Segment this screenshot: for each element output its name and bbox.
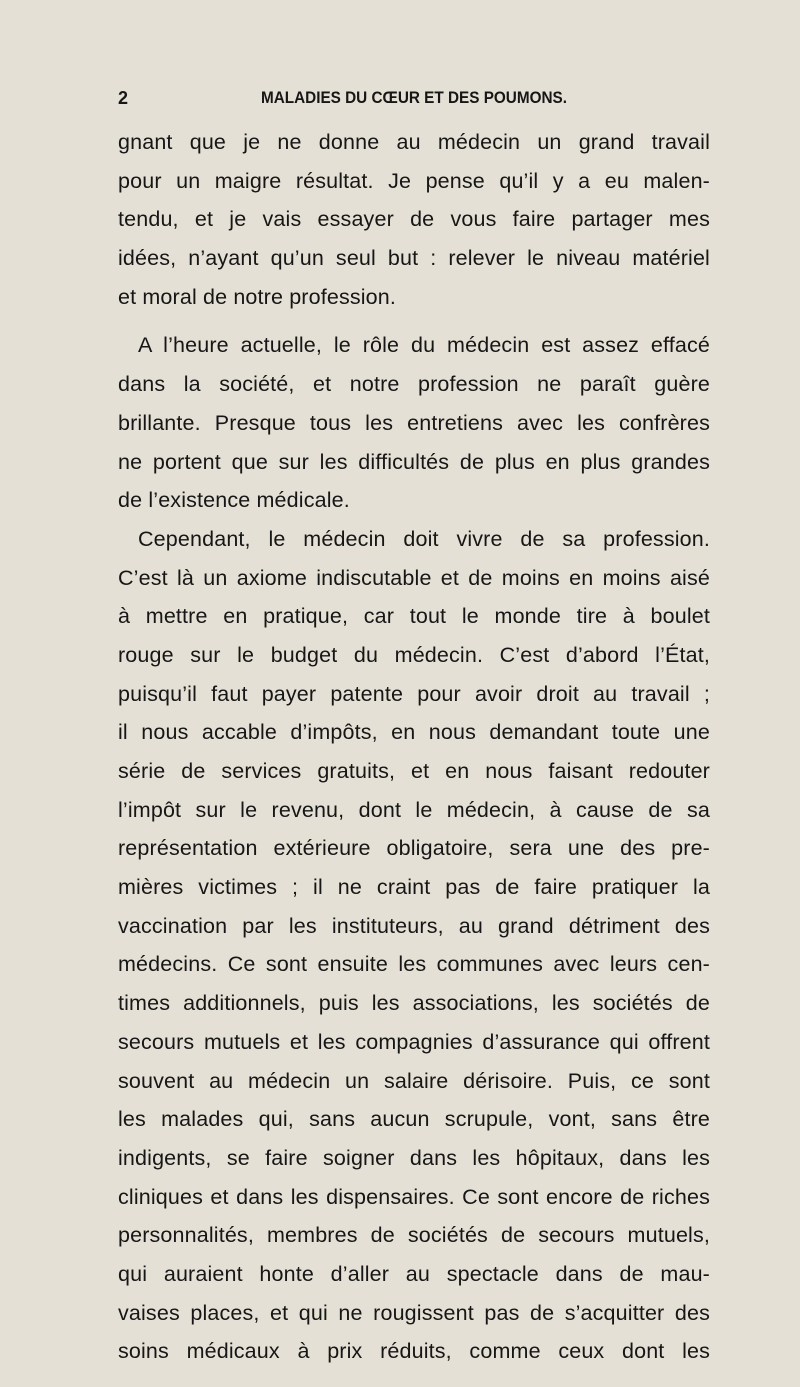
- text-line: souvent au médecin un salaire dérisoire. Puis, ce sont: [118, 1068, 710, 1093]
- text-line: ne portent que sur les difficultés de plus en plus grandes: [118, 449, 710, 474]
- text-line: dans la société, et notre profession ne paraît guère: [118, 372, 710, 397]
- text-line: qui auraient honte d’aller au spectacle dans de mau-: [118, 1261, 710, 1286]
- text-line: vaises places, et qui ne rougissent pas de s’acquitter des: [118, 1300, 710, 1325]
- text-line: de l’existence médicale.: [118, 488, 350, 513]
- text-line: indigents, se faire soigner dans les hôpitaux, dans les: [118, 1145, 710, 1170]
- text-line: médecins. Ce sont ensuite les communes avec leurs cen-: [118, 952, 710, 977]
- paragraph-spacer: [118, 316, 710, 326]
- text-line: idées, n’ayant qu’un seul but : relever le niveau matériel: [118, 246, 710, 271]
- text-line: puisqu’il faut payer patente pour avoir droit au travail ;: [118, 681, 710, 706]
- text-line: et moral de notre profession.: [118, 284, 397, 309]
- text-line: l’impôt sur le revenu, dont le médecin, à cause de sa: [118, 797, 710, 822]
- text-line: secours mutuels et les compagnies d’assurance qui offrent: [118, 1029, 710, 1054]
- body-text: [118, 123, 710, 1371]
- text-line: personnalités, membres de sociétés de secours mutuels,: [118, 1223, 710, 1248]
- text-line: il nous accable d’impôts, en nous demandant toute une: [118, 720, 710, 745]
- text-line: soins médicaux à prix réduits, comme ceux dont les: [118, 1339, 710, 1364]
- text-line: tendu, et je vais essayer de vous faire partager mes: [118, 207, 710, 232]
- text-line: vaccination par les instituteurs, au grand détriment des: [118, 913, 710, 938]
- text-line: A l’heure actuelle, le rôle du médecin est assez effacé: [138, 333, 710, 358]
- page-number: 2: [118, 88, 129, 108]
- text-line: cliniques et dans les dispensaires. Ce sont encore de riches: [118, 1184, 710, 1209]
- text-line: les malades qui, sans aucun scrupule, vont, sans être: [118, 1107, 710, 1132]
- text-line: série de services gratuits, et en nous faisant redouter: [118, 759, 710, 783]
- text-line: Cependant, le médecin doit vivre de sa profession.: [138, 526, 710, 551]
- text-line: mières victimes ; il ne craint pas de faire pratiquer la: [118, 875, 710, 900]
- text-line: à mettre en pratique, car tout le monde tire à boulet: [118, 604, 710, 629]
- page-header: [118, 88, 710, 116]
- text-line: times additionnels, puis les associations, les sociétés de: [118, 991, 710, 1016]
- text-line: C’est là un axiome indiscutable et de moins en moins aisé: [118, 565, 710, 590]
- text-line: brillante. Presque tous les entretiens avec les confrères: [118, 410, 710, 435]
- running-title: MALADIES DU CŒUR ET DES POUMONS.: [260, 88, 568, 107]
- text-line: rouge sur le budget du médecin. C’est d’abord l’État,: [118, 642, 710, 667]
- text-line: représentation extérieure obligatoire, sera une des pre-: [118, 836, 710, 861]
- text-line: gnant que je ne donne au médecin un grand travail: [118, 130, 710, 154]
- text-line: pour un maigre résultat. Je pense qu’il y a eu malen-: [118, 168, 710, 193]
